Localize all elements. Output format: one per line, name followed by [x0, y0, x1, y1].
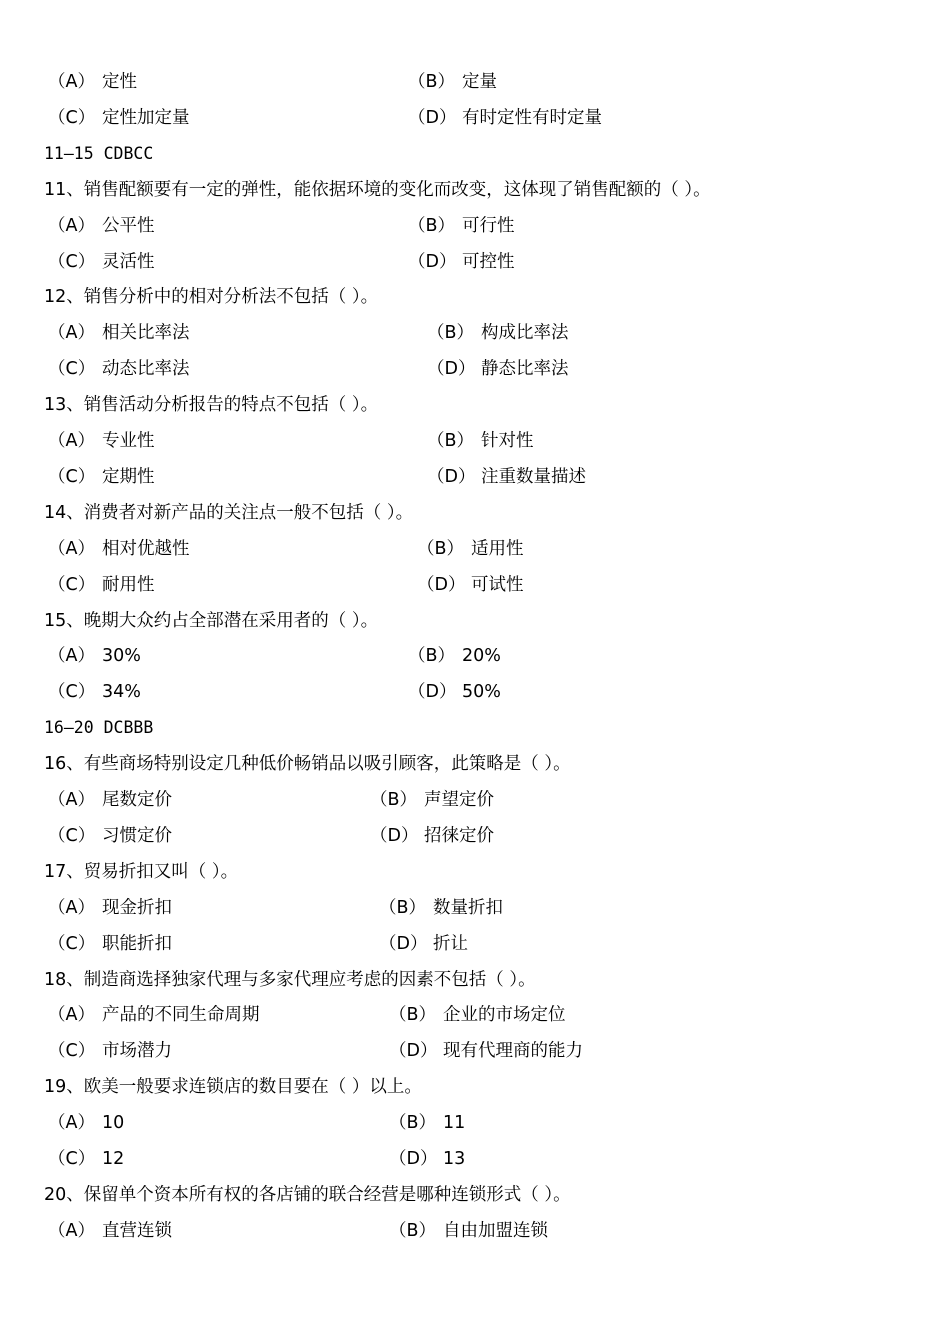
option-b: [417, 531, 524, 567]
option-text: 数量折扣: [433, 898, 503, 918]
option-text: 11: [443, 1113, 466, 1133]
option-label: （C）: [48, 467, 96, 487]
option-a: [48, 423, 155, 459]
option-a: [48, 782, 172, 818]
option-label: （A）: [48, 898, 95, 918]
option-b: [370, 818, 494, 854]
option-label: （B）: [389, 1221, 437, 1241]
option-label: （B）: [389, 1005, 437, 1025]
option-b: [427, 315, 569, 351]
option-b: [427, 423, 534, 459]
option-label: （B）: [408, 216, 456, 236]
option-text: 定期性: [102, 467, 155, 487]
option-text: 产品的不同生命周期: [102, 1005, 260, 1025]
option-label: （A）: [48, 1113, 95, 1133]
option-text: 动态比率法: [102, 359, 190, 379]
option-text: 50%: [462, 682, 501, 702]
option-a: [48, 531, 190, 567]
option-a: [48, 1141, 124, 1177]
option-label: （C）: [48, 575, 96, 595]
option-text: 可行性: [462, 216, 515, 236]
option-text: 适用性: [471, 539, 524, 559]
option-b: [408, 674, 501, 710]
option-text: 静态比率法: [481, 359, 569, 379]
option-a: [48, 674, 141, 710]
option-text: 34%: [102, 682, 141, 702]
option-label: （D）: [427, 359, 476, 379]
option-b: [408, 208, 515, 244]
question-stem: 16、有些商场特别设定几种低价畅销品以吸引顾客，此策略是（ ）。: [44, 754, 571, 774]
option-text: 现有代理商的能力: [443, 1041, 583, 1061]
option-label: （A）: [48, 216, 95, 236]
question-stem: 11、销售配额要有一定的弹性，能依据环境的变化而改变，这体现了销售配额的（ ）。: [44, 180, 711, 200]
option-label: （A）: [48, 539, 95, 559]
option-a: [48, 208, 155, 244]
option-label: （D）: [427, 467, 476, 487]
option-b: [370, 782, 494, 818]
option-text: 职能折扣: [102, 934, 172, 954]
option-a: [48, 997, 260, 1033]
option-b: [389, 1033, 583, 1069]
option-text: 可试性: [471, 575, 524, 595]
option-text: 自由加盟连锁: [443, 1221, 548, 1241]
option-label: （D）: [408, 682, 457, 702]
option-text: 定性加定量: [102, 108, 190, 128]
option-label: （D）: [379, 934, 428, 954]
option-b: [389, 1105, 465, 1141]
option-label: （A）: [48, 323, 95, 343]
option-label: （B）: [379, 898, 427, 918]
option-b: [379, 926, 468, 962]
option-label: （B）: [427, 323, 475, 343]
option-text: 相对优越性: [102, 539, 190, 559]
option-a: [48, 1213, 172, 1249]
option-text: 招徕定价: [424, 826, 494, 846]
option-a: [48, 890, 172, 926]
option-text: 10: [102, 1113, 125, 1133]
option-label: （B）: [370, 790, 418, 810]
option-b: [408, 244, 515, 280]
option-label: （B）: [427, 431, 475, 451]
option-label: （C）: [48, 1041, 96, 1061]
option-text: 针对性: [481, 431, 534, 451]
option-b: [389, 997, 566, 1033]
option-b: [379, 890, 503, 926]
option-label: （C）: [48, 934, 96, 954]
question-stem: 14、消费者对新产品的关注点一般不包括（ ）。: [44, 503, 414, 523]
option-b: [408, 638, 501, 674]
option-text: 20%: [462, 646, 501, 666]
option-b: [417, 567, 524, 603]
option-label: （B）: [389, 1113, 437, 1133]
question-stem: 12、销售分析中的相对分析法不包括（ ）。: [44, 287, 379, 307]
option-label: （A）: [48, 72, 95, 92]
question-stem: 17、贸易折扣又叫（ ）。: [44, 862, 239, 882]
question-stem: 20、保留单个资本所有权的各店铺的联合经营是哪种连锁形式（ ）。: [44, 1185, 571, 1205]
option-label: （D）: [389, 1149, 438, 1169]
option-text: 企业的市场定位: [443, 1005, 566, 1025]
option-a: [48, 1033, 172, 1069]
option-a: [48, 1105, 124, 1141]
option-a: [48, 638, 141, 674]
option-text: 有时定性有时定量: [462, 108, 602, 128]
option-label: （B）: [408, 72, 456, 92]
option-label: （B）: [417, 539, 465, 559]
option-b: [389, 1141, 465, 1177]
option-text: 习惯定价: [102, 826, 172, 846]
option-text: 直营连锁: [102, 1221, 172, 1241]
option-label: （C）: [48, 108, 96, 128]
option-label: （C）: [48, 252, 96, 272]
option-b: [408, 100, 602, 136]
option-text: 折让: [433, 934, 468, 954]
option-a: [48, 100, 190, 136]
option-label: （D）: [417, 575, 466, 595]
option-text: 13: [443, 1149, 466, 1169]
option-label: （B）: [408, 646, 456, 666]
option-label: （C）: [48, 1149, 96, 1169]
option-b: [427, 351, 569, 387]
option-text: 定性: [102, 72, 137, 92]
option-label: （D）: [370, 826, 419, 846]
option-a: [48, 315, 190, 351]
option-text: 30%: [102, 646, 141, 666]
option-label: （C）: [48, 359, 96, 379]
option-text: 声望定价: [424, 790, 494, 810]
option-a: [48, 926, 172, 962]
option-a: [48, 818, 172, 854]
option-text: 相关比率法: [102, 323, 190, 343]
answer-key-line: 11—15 CDBCC: [44, 144, 154, 163]
option-label: （D）: [389, 1041, 438, 1061]
option-a: [48, 459, 155, 495]
option-label: （A）: [48, 431, 95, 451]
question-stem: 13、销售活动分析报告的特点不包括（ ）。: [44, 395, 379, 415]
answer-key-line: 16—20 DCBBB: [44, 718, 154, 737]
question-stem: 15、晚期大众约占全部潜在采用者的（ ）。: [44, 611, 379, 631]
option-label: （C）: [48, 826, 96, 846]
option-label: （A）: [48, 1221, 95, 1241]
option-text: 专业性: [102, 431, 155, 451]
option-text: 现金折扣: [102, 898, 172, 918]
option-text: 耐用性: [102, 575, 155, 595]
option-a: [48, 567, 155, 603]
question-stem: 19、欧美一般要求连锁店的数目要在（ ）以上。: [44, 1077, 422, 1097]
option-a: [48, 244, 155, 280]
option-text: 注重数量描述: [481, 467, 586, 487]
option-text: 构成比率法: [481, 323, 569, 343]
option-text: 灵活性: [102, 252, 155, 272]
option-label: （C）: [48, 682, 96, 702]
option-text: 定量: [462, 72, 497, 92]
option-b: [427, 459, 586, 495]
option-text: 尾数定价: [102, 790, 172, 810]
option-label: （D）: [408, 108, 457, 128]
option-a: [48, 351, 190, 387]
option-label: （A）: [48, 790, 95, 810]
question-stem: 18、制造商选择独家代理与多家代理应考虑的因素不包括（ ）。: [44, 970, 536, 990]
option-label: （A）: [48, 1005, 95, 1025]
option-text: 市场潜力: [102, 1041, 172, 1061]
option-text: 公平性: [102, 216, 155, 236]
option-text: 可控性: [462, 252, 515, 272]
option-text: 12: [102, 1149, 125, 1169]
option-b: [408, 64, 497, 100]
option-label: （A）: [48, 646, 95, 666]
option-b: [389, 1213, 548, 1249]
option-label: （D）: [408, 252, 457, 272]
option-a: [48, 64, 137, 100]
